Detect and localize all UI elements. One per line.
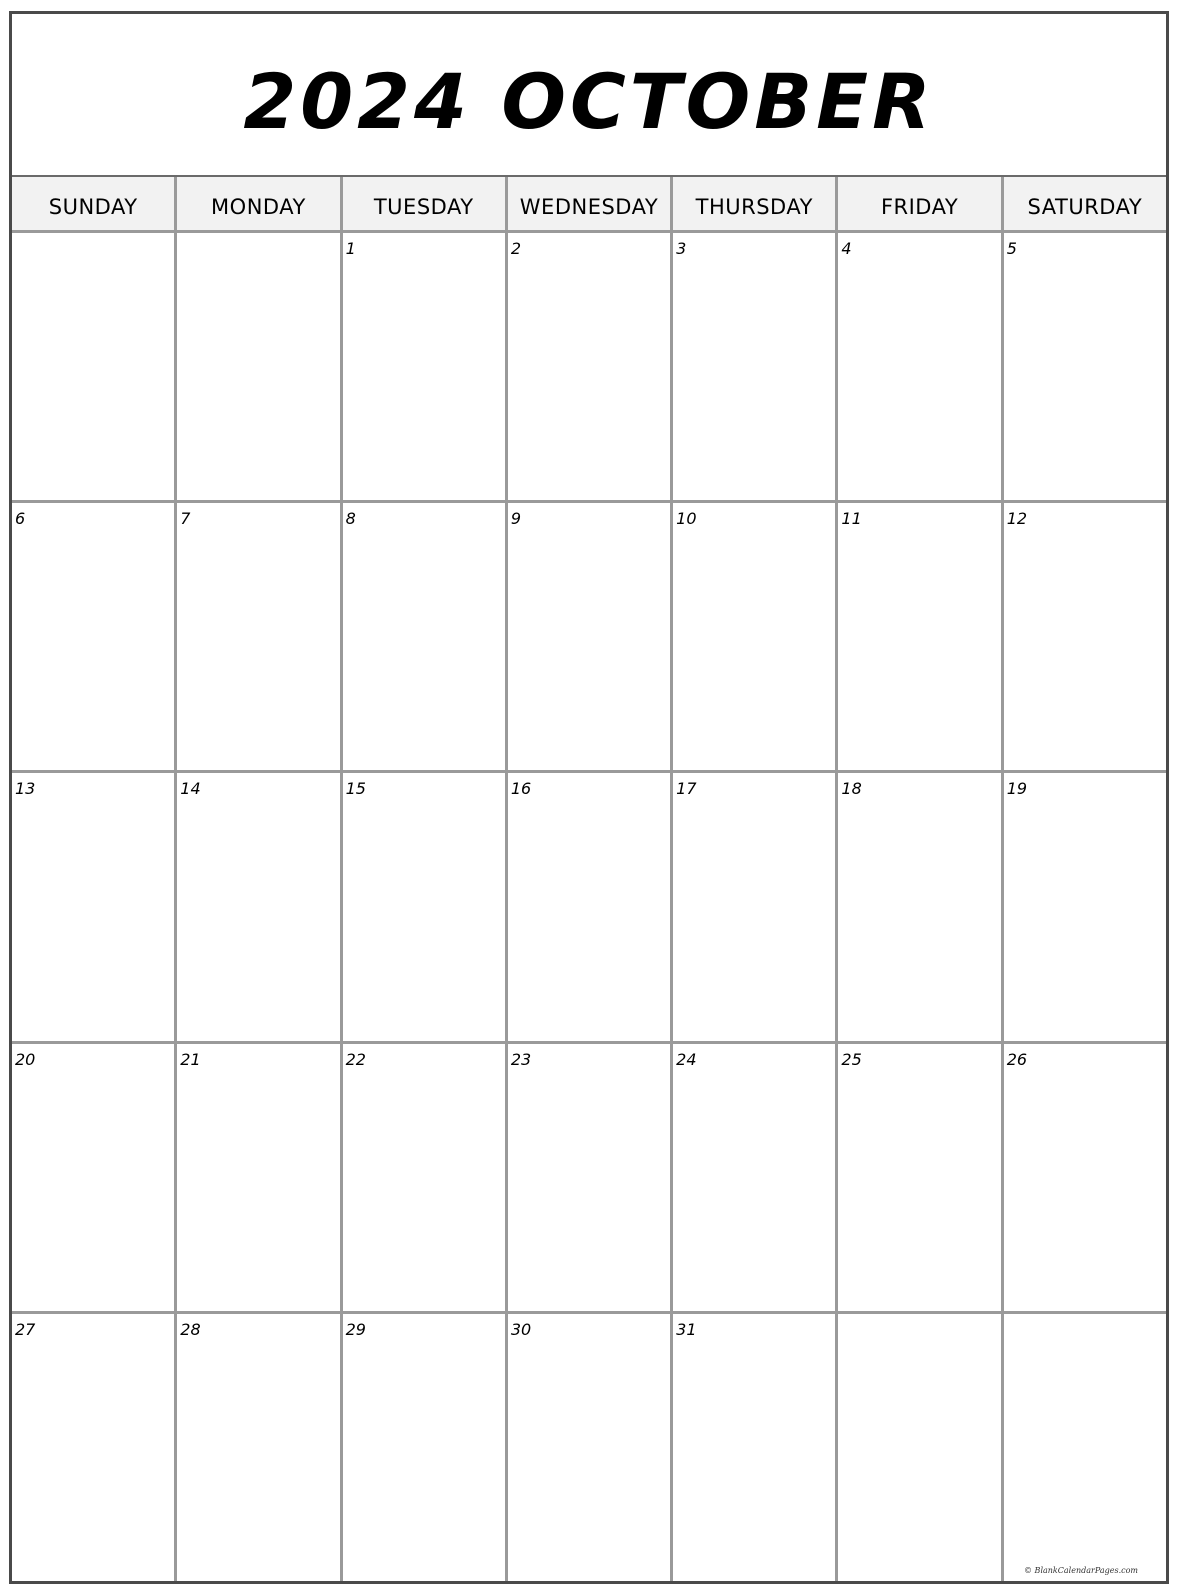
day-cell bbox=[177, 773, 339, 1040]
day-cell bbox=[1004, 503, 1166, 770]
day-cell bbox=[343, 1314, 505, 1581]
day-cell bbox=[508, 773, 670, 1040]
day-cell bbox=[12, 503, 174, 770]
day-number: 21 bbox=[180, 1049, 201, 1069]
day-number: 11 bbox=[841, 509, 862, 529]
day-number: 12 bbox=[1006, 509, 1028, 529]
day-number: 24 bbox=[676, 1049, 697, 1069]
day-number: 8 bbox=[345, 509, 356, 529]
calendar-grid bbox=[12, 175, 1166, 1581]
copyright-credit: © BlankCalendarPages.com bbox=[1024, 1566, 1138, 1575]
day-number: 2 bbox=[510, 239, 522, 258]
day-number: 16 bbox=[510, 779, 532, 799]
day-cell bbox=[343, 503, 505, 770]
weekday-header-tuesday: TUESDAY bbox=[343, 177, 505, 230]
day-number: 5 bbox=[1006, 239, 1017, 258]
day-cell bbox=[343, 773, 505, 1040]
day-cell bbox=[177, 1314, 339, 1581]
day-cell bbox=[508, 233, 670, 500]
day-cell bbox=[12, 1314, 174, 1581]
weekday-header-wednesday: WEDNESDAY bbox=[508, 177, 670, 230]
calendar-frame bbox=[9, 11, 1169, 1584]
day-cell bbox=[508, 503, 670, 770]
weekday-header-saturday: SATURDAY bbox=[1004, 177, 1166, 230]
day-number: 4 bbox=[841, 239, 852, 258]
weekday-header-monday: MONDAY bbox=[177, 177, 339, 230]
day-cell bbox=[838, 773, 1000, 1040]
day-cell bbox=[838, 503, 1000, 770]
calendar-title: 2024 OCTOBER bbox=[243, 56, 935, 146]
day-cell-empty bbox=[1004, 1314, 1166, 1581]
day-number: 29 bbox=[345, 1319, 366, 1339]
day-cell bbox=[1004, 773, 1166, 1040]
day-number: 20 bbox=[15, 1049, 36, 1069]
day-number: 27 bbox=[15, 1319, 36, 1339]
day-number: 18 bbox=[841, 779, 862, 799]
day-number: 9 bbox=[510, 509, 522, 529]
weekday-header-sunday: SUNDAY bbox=[12, 177, 174, 230]
weekday-header-thursday: THURSDAY bbox=[673, 177, 835, 230]
day-cell bbox=[508, 1044, 670, 1311]
day-cell bbox=[177, 503, 339, 770]
day-cell bbox=[1004, 1044, 1166, 1311]
day-number: 22 bbox=[345, 1049, 366, 1069]
day-number: 17 bbox=[676, 779, 697, 799]
day-number: 26 bbox=[1006, 1049, 1028, 1069]
day-cell bbox=[12, 1044, 174, 1311]
day-number: 31 bbox=[676, 1319, 697, 1339]
day-cell bbox=[838, 1044, 1000, 1311]
day-number: 28 bbox=[180, 1319, 201, 1339]
day-cell-empty bbox=[177, 233, 339, 500]
day-cell bbox=[343, 1044, 505, 1311]
day-number: 6 bbox=[15, 509, 26, 529]
day-cell bbox=[673, 773, 835, 1040]
day-cell-empty bbox=[12, 233, 174, 500]
day-cell bbox=[673, 1314, 835, 1581]
day-cell bbox=[177, 1044, 339, 1311]
day-number: 23 bbox=[510, 1049, 532, 1069]
day-cell bbox=[508, 1314, 670, 1581]
day-cell bbox=[673, 233, 835, 500]
day-cell-empty bbox=[838, 1314, 1000, 1581]
day-cell bbox=[1004, 233, 1166, 500]
day-number: 1 bbox=[345, 239, 356, 258]
day-number: 15 bbox=[345, 779, 366, 799]
day-number: 10 bbox=[676, 509, 697, 529]
day-cell bbox=[673, 503, 835, 770]
day-cell bbox=[838, 233, 1000, 500]
day-number: 19 bbox=[1006, 779, 1028, 799]
day-number: 3 bbox=[676, 239, 687, 258]
day-cell bbox=[343, 233, 505, 500]
day-number: 25 bbox=[841, 1049, 862, 1069]
title-area bbox=[12, 14, 1166, 174]
day-cell bbox=[12, 773, 174, 1040]
day-cell bbox=[673, 1044, 835, 1311]
day-number: 14 bbox=[180, 779, 201, 799]
weekday-header-friday: FRIDAY bbox=[838, 177, 1000, 230]
day-number: 7 bbox=[180, 509, 191, 529]
day-number: 30 bbox=[510, 1319, 532, 1339]
day-number: 13 bbox=[15, 779, 36, 799]
